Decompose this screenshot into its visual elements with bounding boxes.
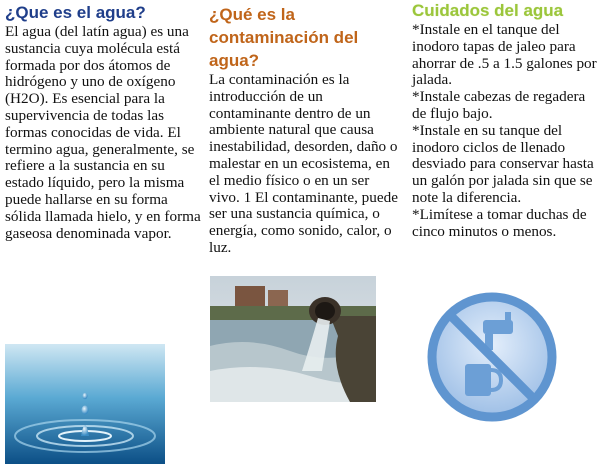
tip-item: *Instale cabezas de regadera de flujo bajo. <box>412 88 586 122</box>
tip-item: *Instale en el tanque del inodoro tapas de jaleo para ahorrar de .5 a 1.5 galones por jalada. <box>412 21 597 89</box>
column-contaminacion <box>209 0 399 257</box>
column-text: La contaminación es la introducción de un contaminante dentro de un ambiente natural que causa inestabilidad, desorden, daño o malestar en un ecosistema, en el medio físico o en un ser vivo. 1 El contaminante, puede ser una sustancia química, o energía, como sonido, calor, o luz. <box>209 71 398 256</box>
column-title: ¿Qué es la contaminación del agua? <box>209 5 359 70</box>
water-drop-image <box>5 344 165 464</box>
column-que-es-el-agua <box>5 0 201 242</box>
column-text: El agua (del latín agua) es una sustancia cuya molécula está formada por dos átomos de hidrógeno y uno de oxígeno (H2O). Es esencial para la supervivencia de todas las formas conocidas de vida. El termino agua, generalmente, se refiere a la sustancia en su estado líquido, pero la misma puede hallarse en su forma sólida llamada hielo, y en forma gaseosa denominada vapor. <box>5 23 201 242</box>
column-title: ¿Que es el agua? <box>5 3 146 22</box>
no-tap-water-icon <box>425 290 560 425</box>
tip-item: *Instale en su tanque del inodoro ciclos de llenado desviado para conservar hasta un galón por jalada sin que se note la diferencia. <box>412 121 594 206</box>
tip-item: *Limítese a tomar duchas de cinco minutos o menos. <box>412 205 587 240</box>
column-title: Cuidados del agua <box>412 1 564 20</box>
column-cuidados <box>412 0 598 240</box>
tips-list <box>412 22 598 240</box>
polluted-river-image <box>210 276 376 402</box>
